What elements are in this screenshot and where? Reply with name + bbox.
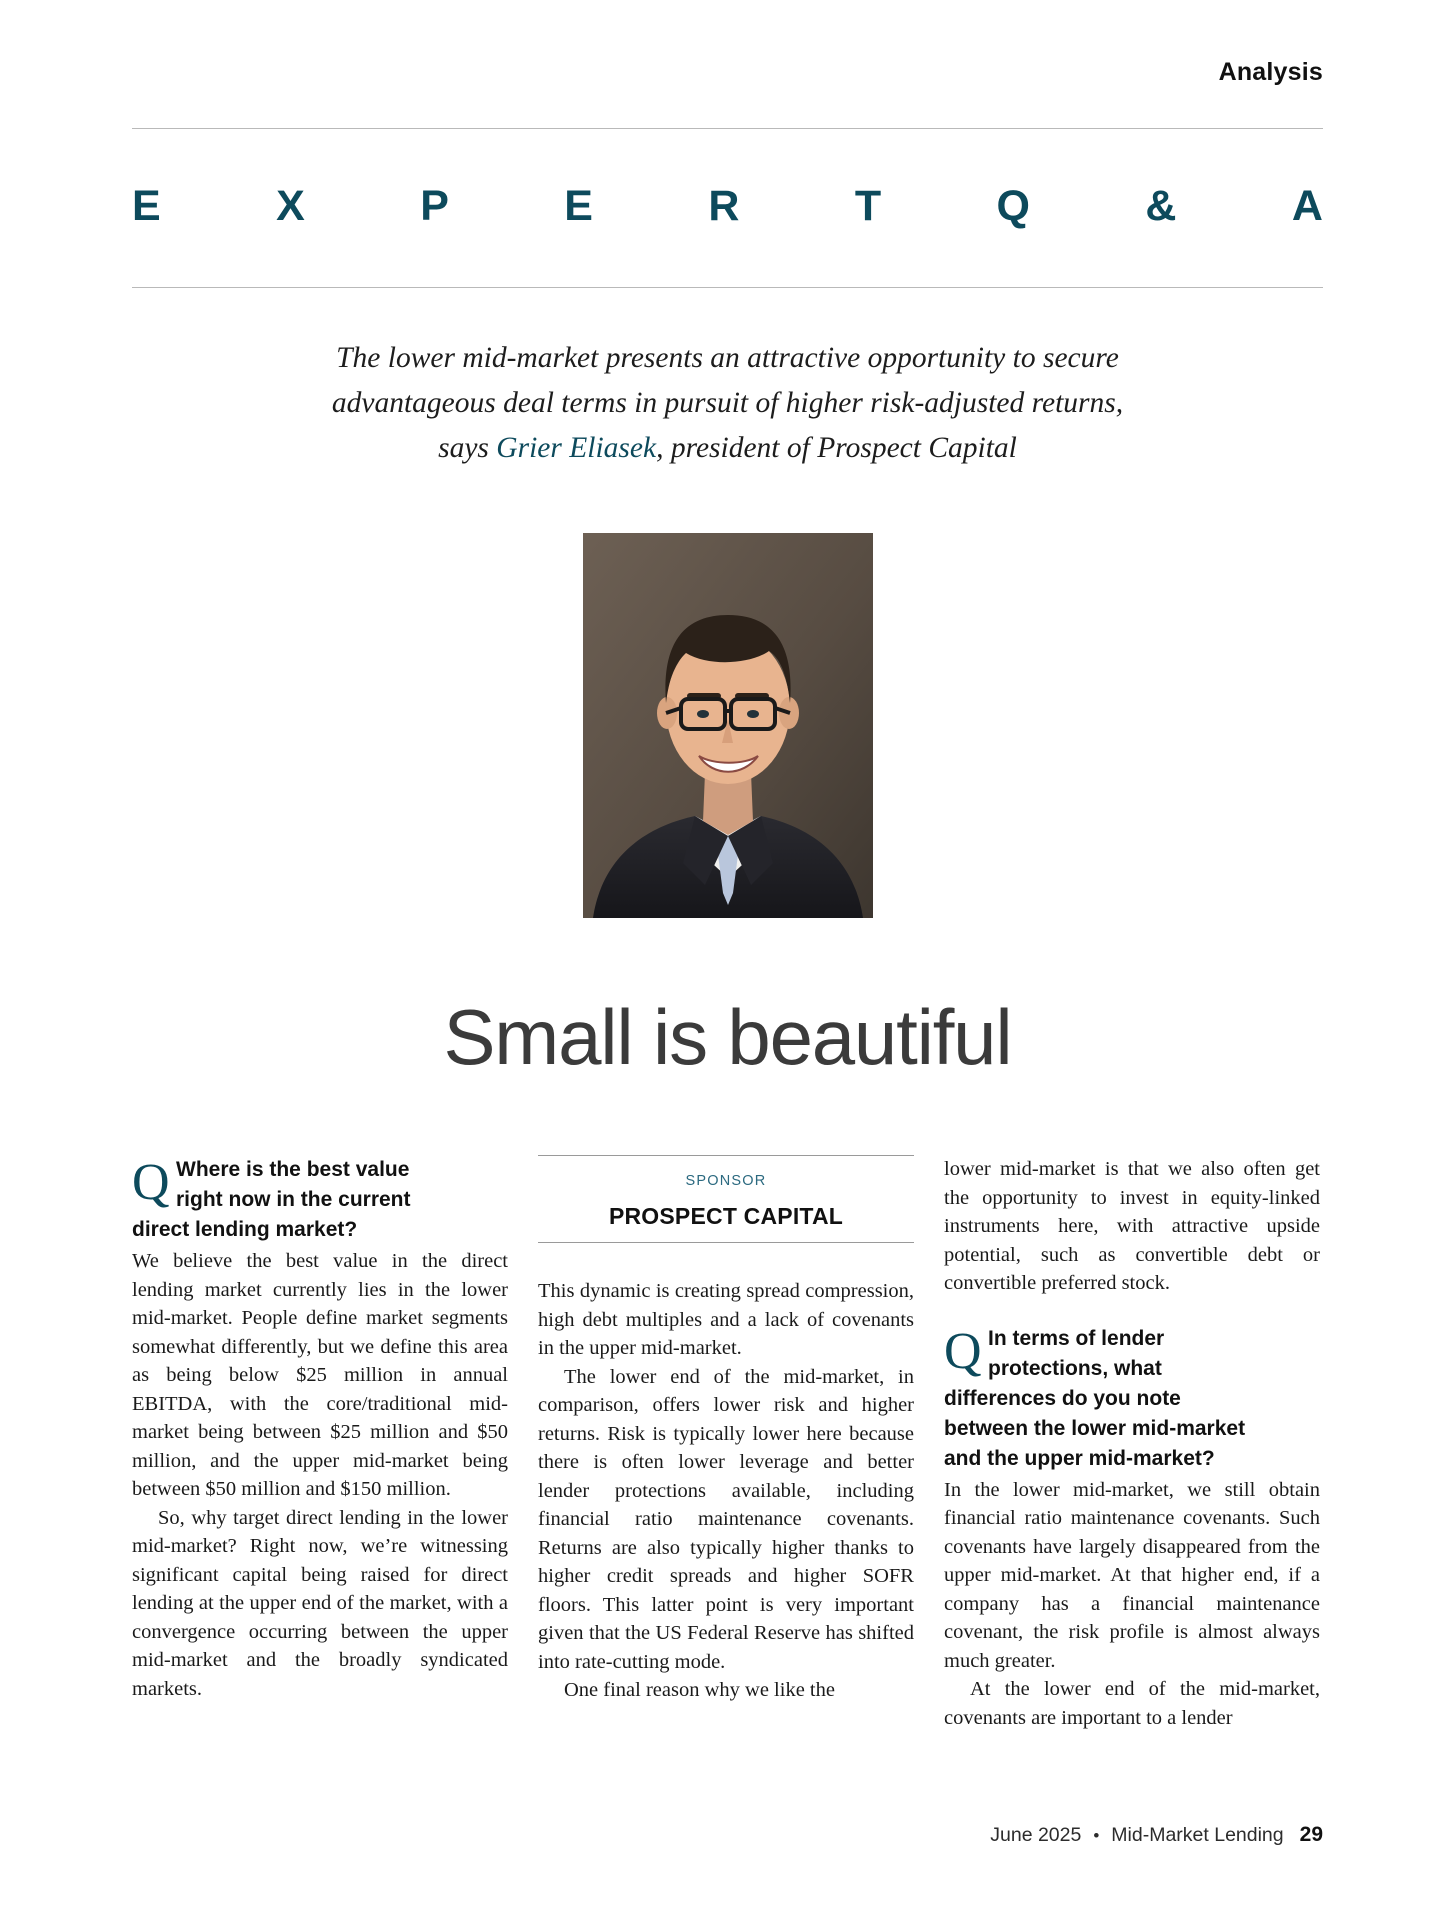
column-2-paragraph-2: The lower end of the mid-market, in comparison, offers lower risk and higher returns. Risk is typically lower here because there is often lower leverage and better lender protections available, including financial ratio maintenance covenants. Returns are also typically higher thanks to higher credit spreads and higher SOFR floors. This latter point is very important given that the US Federal Reserve has shifted into rate-cutting mode. [538, 1365, 914, 1673]
column-3-paragraph-2: In the lower mid-market, we still obtain financial ratio maintenance covenants. Such covenants have largely disappeared from the upper mid-market. At that higher end, if a company has a financial maintenance covenant, the risk profile is almost always much greater. [944, 1478, 1320, 1672]
page-number: 29 [1299, 1823, 1323, 1846]
column-2-paragraph-1: This dynamic is creating spread compression, high debt multiples and a lack of covenants in the upper mid-market. [538, 1280, 914, 1359]
question-2-line-1: In terms of lender [988, 1326, 1165, 1350]
column-1-paragraph-2: So, why target direct lending in the lower mid-market? Right now, we’re witnessing significant capital being raised for direct lending at the upper end of the market, with a convergence occurring between the upper mid-market and the broadly syndicated markets. [132, 1506, 508, 1700]
question-mark-glyph-2: Q [944, 1322, 982, 1380]
sponsor-divider-bottom [538, 1242, 914, 1243]
sponsor-box [538, 1155, 914, 1243]
question-mark-glyph: Q [132, 1154, 170, 1211]
page-footer [990, 1823, 1323, 1847]
expert-letter-a: A [1291, 181, 1323, 230]
expert-letter-x: X [276, 181, 305, 230]
expert-letter-e1: E [132, 181, 161, 230]
question-2-line-3: differences do you note [944, 1386, 1181, 1410]
column-3-paragraph-1: lower mid-market is that we also often get the opportunity to invest in equity-linked instruments here, with attractive upside potential, such as convertible debt or convertible preferred stock. [944, 1158, 1320, 1294]
standfirst-line-1: The lower mid-market presents an attractive opportunity to secure [336, 342, 1119, 374]
portrait-illustration [583, 533, 873, 918]
question-2-text [944, 1324, 1320, 1474]
standfirst-line-3-suffix: , president of Prospect Capital [656, 432, 1017, 464]
question-1-line-1: Where is the best value [176, 1158, 410, 1181]
body-column-2 [538, 1155, 914, 1705]
standfirst-line-3-prefix: says [438, 432, 497, 464]
expert-letter-e2: E [564, 181, 593, 230]
interviewee-name: Grier Eliasek [496, 432, 657, 464]
question-2-line-2: protections, what [988, 1356, 1162, 1380]
question-2-line-4: between the lower mid-market [944, 1416, 1246, 1440]
question-1 [132, 1155, 508, 1245]
section-label: Analysis [1218, 58, 1323, 86]
expert-letter-ampersand: & [1145, 181, 1177, 230]
column-3-paragraph-3: At the lower end of the mid-market, covenants are important to a lender [944, 1678, 1320, 1729]
expert-letter-p: P [420, 181, 449, 230]
expert-letter-q: Q [996, 181, 1030, 230]
footer-publication: Mid-Market Lending [1111, 1824, 1284, 1846]
sponsor-name: PROSPECT CAPITAL [608, 1202, 844, 1229]
column-1-paragraph-1: We believe the best value in the direct lending market currently lies in the lower mid-market. People define market segments somewhat differently, but we define this area as being below $25 million in annual EBITDA, with the core/traditional mid-market being between $25 million and $50 million, and the upper mid-market being between $50 million and $150 million. [132, 1250, 508, 1500]
sponsor-label: SPONSOR [685, 1173, 767, 1189]
question-1-line-3: direct lending market? [132, 1218, 358, 1241]
article-headline: Small is beautiful [443, 993, 1012, 1081]
expert-qa-title [132, 176, 1323, 236]
expert-letter-r: R [708, 181, 740, 230]
portrait-photo [583, 533, 873, 918]
standfirst [230, 336, 1225, 471]
header-divider-bottom [132, 287, 1323, 288]
header-divider-top [132, 128, 1323, 129]
question-2-line-5: and the upper mid-market? [944, 1446, 1215, 1470]
footer-date: June 2025 [990, 1824, 1082, 1846]
column-2-paragraph-3: One final reason why we like the [564, 1679, 835, 1701]
question-1-text [132, 1155, 508, 1245]
question-1-line-2: right now in the current [176, 1188, 411, 1211]
question-2 [944, 1324, 1320, 1474]
sponsor-divider-top [538, 1155, 914, 1156]
expert-letter-t: T [854, 181, 882, 230]
body-column-3 [944, 1155, 1320, 1732]
standfirst-line-2: advantageous deal terms in pursuit of higher risk-adjusted returns, [331, 387, 1124, 419]
footer-separator-icon: • [1093, 1826, 1100, 1845]
body-column-1 [132, 1155, 508, 1703]
